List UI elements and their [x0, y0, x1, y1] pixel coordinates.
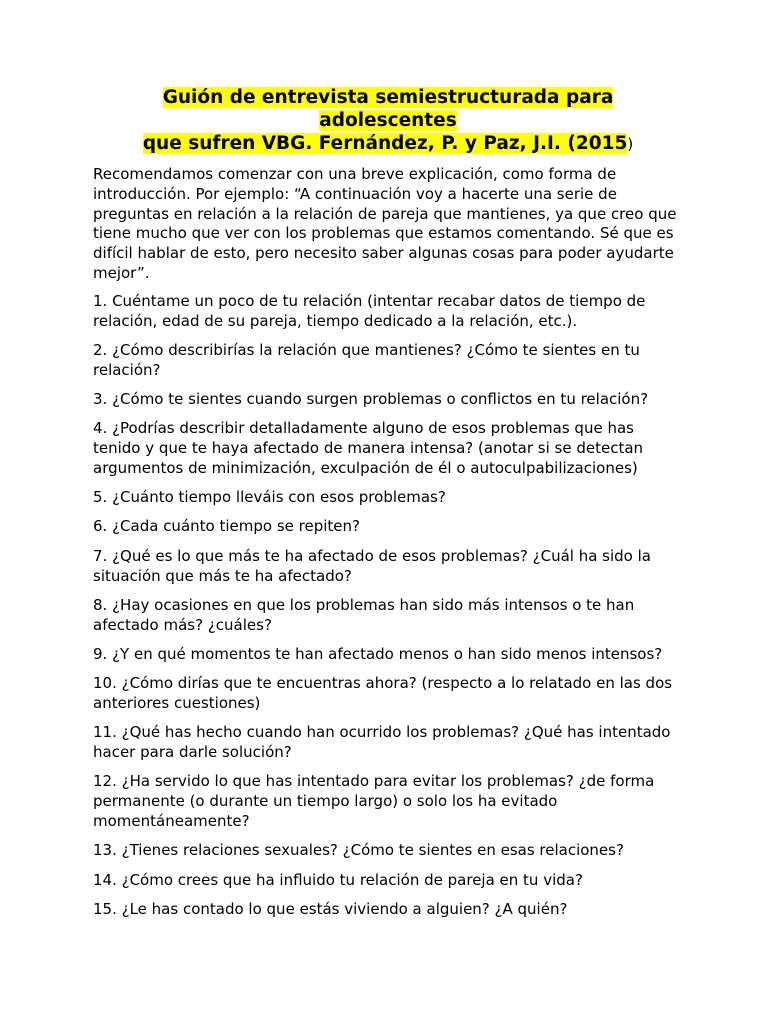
question-7: 7. ¿Qué es lo que más te ha afectado de esos problemas? ¿Cuál ha sido la situación que más te ha afectado?	[93, 546, 651, 585]
question-1: 1. Cuéntame un poco de tu relación (intentar recabar datos de tiempo de relación, edad de su pareja, tiempo dedicado a la relación, etc.).	[93, 291, 646, 330]
question-12: 12. ¿Ha servido lo que has intentado para evitar los problemas? ¿de forma permanente (o durante un tiempo largo) o solo los ha evitado momentáneamente?	[93, 772, 655, 831]
title-close-paren: )	[627, 135, 634, 153]
question-3: 3. ¿Cómo te sientes cuando surgen problemas o conflictos en tu relación?	[93, 389, 649, 408]
question-6: 6. ¿Cada cuánto tiempo se repiten?	[93, 517, 360, 536]
question-4: 4. ¿Podrías describir detalladamente alguno de esos problemas que has tenido y que te haya afectado de manera intensa? (anotar si se detectan argumentos de minimización, exculpación de él o autoculpabilizaciones)	[93, 419, 644, 477]
question-9: 9. ¿Y en qué momentos te han afectado menos o han sido menos intensos?	[93, 644, 663, 663]
question-5: 5. ¿Cuánto tiempo lleváis con esos problemas?	[93, 488, 446, 507]
document-page	[93, 86, 683, 929]
question-13: 13. ¿Tienes relaciones sexuales? ¿Cómo te sientes en esas relaciones?	[93, 841, 624, 860]
document-title	[93, 86, 683, 156]
intro-paragraph: Recomendamos comenzar con una breve explicación, como forma de introducción. Por ejemplo: “A continuación voy a hacerte una serie de preguntas en relación a la relación de pareja que mantienes, ya que creo que tiene mucho que ver con los problemas que estamos comentando. Sé que es difícil hablar de esto, pero necesito saber algunas cosas para poder ayudarte mejor”.	[93, 165, 677, 282]
question-10: 10. ¿Cómo dirías que te encuentras ahora? (respecto a lo relatado en las dos anteriores cuestiones)	[93, 674, 673, 713]
question-8: 8. ¿Hay ocasiones en que los problemas han sido más intensos o te han afectado más? ¿cuáles?	[93, 595, 635, 634]
question-2: 2. ¿Cómo describirías la relación que mantienes? ¿Cómo te sientes en tu relación?	[93, 340, 640, 379]
title-line-1: Guión de entrevista semiestructurada para adolescentes	[162, 87, 614, 131]
title-line-2: que sufren VBG. Fernández, P. y Paz, J.I. (2015	[142, 133, 628, 154]
question-14: 14. ¿Cómo crees que ha influido tu relación de pareja en tu vida?	[93, 870, 583, 889]
question-11: 11. ¿Qué has hecho cuando han ocurrido los problemas? ¿Qué has intentado hacer para darle solución?	[93, 723, 671, 762]
question-15: 15. ¿Le has contado lo que estás viviendo a alguien? ¿A quién?	[93, 899, 568, 918]
